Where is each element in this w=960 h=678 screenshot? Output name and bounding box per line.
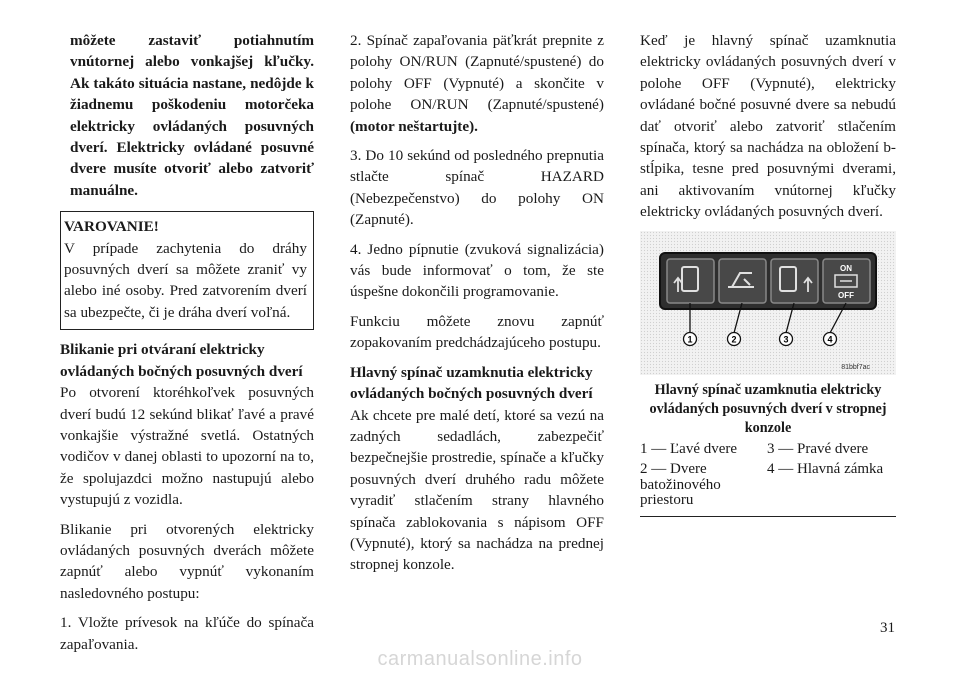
- section-heading-flashing: Blikanie pri otváraní elektricky ovládaných bočných posuvných dverí: [60, 341, 303, 380]
- switch-master-lock: [823, 259, 870, 303]
- step-4: 4. Jedno pípnutie (zvuková signalizácia) vás bude informovať o tom, že ste úspešne dokončili programovanie.: [350, 240, 604, 301]
- callout-3-label: 3: [783, 334, 789, 345]
- figure-code: 81bbf7ac: [841, 363, 870, 371]
- column-right: [640, 30, 896, 517]
- paragraph-master-lock: Ak chcete pre malé detí, ktoré sa vezú na zadných sedadlách, zabezpečiť bezpečnejšie prostredie, spínače a kľučky posuvných dverí druhého radu môžete vyradiť stlačením strany hlavného spínača zablokovania s nápisom OFF (Vypnuté), ktorý sa nachádza na prednej stropnej konzole.: [350, 406, 604, 574]
- callout-3: [780, 332, 793, 345]
- callout-1: [684, 332, 697, 345]
- step-2-bold: (motor neštartujte).: [350, 117, 478, 135]
- figure-legend: [640, 442, 896, 517]
- section-heading-master-lock: Hlavný spínač uzamknutia elektricky ovládaných bočných posuvných dverí: [350, 363, 593, 403]
- legend-item-2: 2 — Dvere batožinového priestoru: [640, 461, 721, 509]
- switch-left-door: [667, 259, 714, 303]
- callout-2: [728, 332, 741, 345]
- legend-column-right: [767, 442, 894, 514]
- watermark: carmanualsonline.info: [377, 648, 583, 670]
- callout-2-label: 2: [731, 334, 737, 345]
- callout-1-label: 1: [687, 334, 693, 345]
- step-3: 3. Do 10 sekúnd od posledného prepnutia stlačte spínač HAZARD (Nebezpečenstvo) do polohy ON (Zapnuté).: [350, 147, 604, 229]
- paragraph-lock-off: Keď je hlavný spínač uzamknutia elektricky ovládaných posuvných dverí v polohe OFF (Vypnuté), elektricky ovládané bočné posuvné dvere sa nebudú dať otvoriť alebo zatvoriť stlačením spínača, ktorý sa nachádza na obložení b-stĺpika, tesne pred posuvnými dverami, ani aktivovaním vnútornej kľučky elektricky ovládaných posuvných dverí.: [640, 32, 896, 221]
- callout-4: [824, 332, 837, 345]
- switch-right-door: [771, 259, 818, 303]
- switch-on-label: ON: [840, 263, 852, 273]
- legend-item-3: 3 — Pravé dvere: [767, 440, 869, 457]
- paragraph-repeat: Funkciu môžete znovu zapnúť zopakovaním predchádzajúceho postupu.: [350, 312, 604, 352]
- legend-item-1: 1 — Ľavé dvere: [640, 440, 738, 457]
- legend-item-4: 4 — Hlavná zámka: [767, 461, 884, 478]
- legend-column-left: [640, 442, 767, 514]
- step-2-text: 2. Spínač zapaľovania päťkrát prepnite z polohy ON/RUN (Zapnuté/spustené) do polohy OFF (Vypnuté) a skončite v polohe ON/RUN (Zapnuté/spustené): [350, 32, 604, 114]
- switch-panel-figure: [640, 231, 896, 375]
- callout-4-label: 4: [827, 334, 833, 345]
- page-number: 31: [880, 620, 895, 636]
- switch-panel-illustration: [640, 231, 896, 375]
- warning-title: VAROVANIE!: [64, 218, 159, 236]
- switch-off-label: OFF: [838, 290, 854, 300]
- warning-text: V prípade zachytenia do dráhy posuvných dverí sa môžete zraniť vy alebo iné osoby. Pred zatvorením dverí sa ubezpečte, či je dráha dverí voľná.: [64, 239, 307, 321]
- paragraph-flashing: Po otvorení ktoréhkoľvek posuvných dverí budú 12 sekúnd blikať ľavé a pravé vonkajšie výstražné svetlá. Ostatných vodičov v danej oblasti to upozorní na to, že spolujazdci možno nastupujú alebo vystupujú z vozidla.: [60, 384, 314, 509]
- figure-caption: Hlavný spínač uzamknutia elektricky ovládaných posuvných dverí v stropnej konzole: [649, 381, 887, 436]
- step-2: [350, 30, 604, 137]
- column-left: [60, 30, 314, 663]
- paragraph-procedure: Blikanie pri otvorených elektricky ovládaných posuvných dverách môžete zapnúť alebo vypnúť vykonaním nasledovného postupu:: [60, 520, 314, 602]
- warning-box: [60, 211, 314, 330]
- column-middle: [350, 30, 604, 584]
- switch-liftgate: [719, 259, 766, 303]
- step-1: 1. Vložte prívesok na kľúče do spínača zapaľovania.: [60, 614, 314, 653]
- intro-bold-paragraph: môžete zastaviť potiahnutím vnútornej alebo vonkajšej kľučky. Ak takáto situácia nastane, nedôjde k žiadnemu poškodeniu motorčeka elektricky ovládaných posuvných dverí. Elektricky ovládané posuvné dvere musíte otvoriť alebo zatvoriť manuálne.: [70, 32, 314, 199]
